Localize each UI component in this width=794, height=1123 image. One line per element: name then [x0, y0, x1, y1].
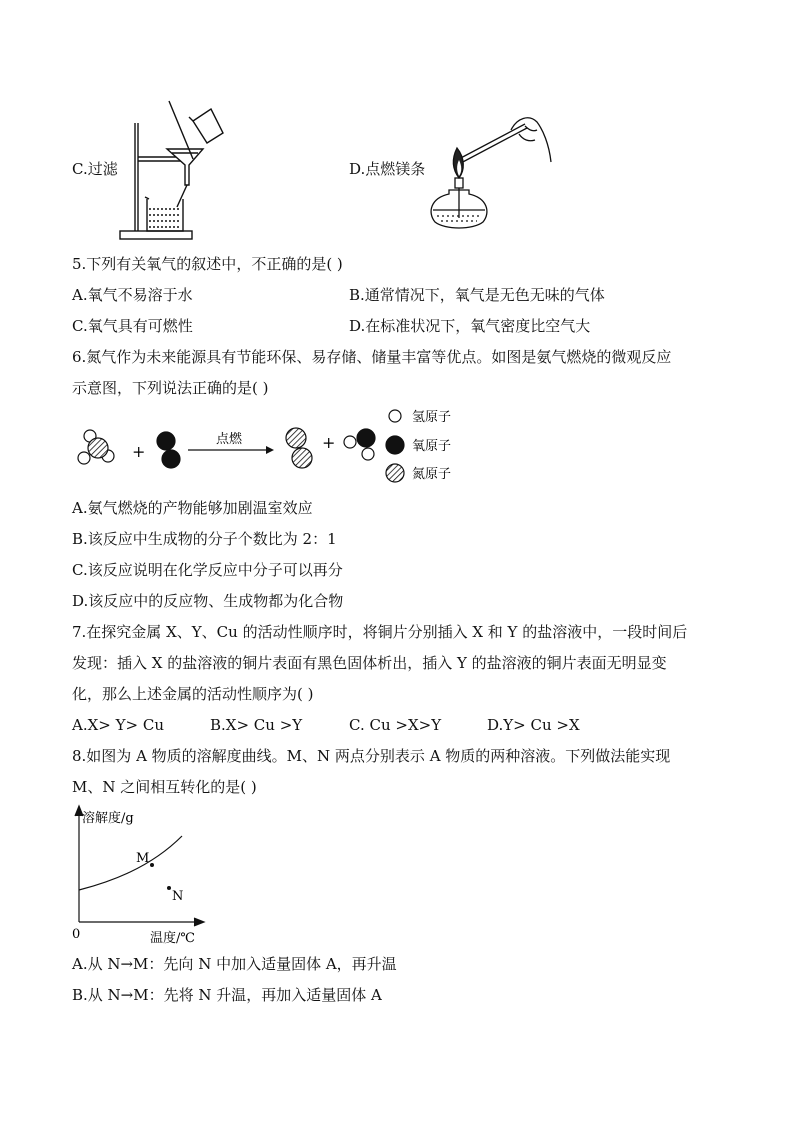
water-molecule [344, 429, 375, 460]
graph-point-m-label: M [136, 851, 150, 866]
reaction-condition-label: 点燃 [216, 432, 243, 447]
q5-stem: 5.下列有关氧气的叙述中，不正确的是( ) [72, 255, 343, 273]
solubility-curve-graph [70, 804, 220, 946]
q8-option-b: B.从 N→M：先将 N 升温，再加入适量固体 A [72, 986, 382, 1004]
q5-option-a: A.氧气不易溶于水 [72, 286, 193, 304]
q7-stem-line2: 发现：插入 X 的盐溶液的铜片表面有黑色固体析出，插入 Y 的盐溶液的铜片表面无明显变 [72, 654, 667, 672]
q8-stem-line1: 8.如图为 A 物质的溶解度曲线。M、N 两点分别表示 A 物质的两种溶液。下列做法能实现 [72, 747, 671, 765]
q5-option-d: D.在标准状况下，氧气密度比空气大 [349, 317, 591, 335]
plus-sign-2: + [322, 433, 336, 452]
q5-option-c: C.氧气具有可燃性 [72, 317, 193, 335]
q6-option-d: D.该反应中的反应物、生成物都为化合物 [72, 592, 344, 610]
q7-option-b: B.X> Cu >Y [210, 716, 303, 734]
q7-option-c: C. Cu >X>Y [349, 716, 442, 734]
q7-stem-line1: 7.在探究金属 X、Y、Cu 的活动性顺序时，将铜片分别插入 X 和 Y 的盐溶液中，一段时间后 [72, 623, 688, 641]
point-n [167, 886, 171, 890]
q6-option-c: C.该反应说明在化学反应中分子可以再分 [72, 561, 343, 579]
solubility-curve [79, 836, 182, 890]
q6-option-b: B.该反应中生成物的分子个数比为 2：1 [72, 530, 337, 548]
q8-option-a: A.从 N→M：先向 N 中加入适量固体 A，再升温 [72, 955, 397, 973]
nitrogen-molecule [286, 428, 312, 468]
q4-option-d: D.点燃镁条 [349, 160, 426, 178]
graph-x-label: 温度/℃ [150, 931, 195, 946]
legend-oxygen-icon [386, 436, 404, 454]
graph-point-n-label: N [172, 889, 184, 904]
graph-y-label: 溶解度/g [82, 811, 134, 826]
oxygen-molecule [157, 432, 180, 468]
filtration-apparatus-illustration [115, 95, 225, 245]
point-m [150, 863, 154, 867]
ammonia-molecule [78, 430, 114, 464]
q8-stem-line2: M、N 之间相互转化的是( ) [72, 778, 257, 796]
graph-origin-label: 0 [72, 927, 81, 942]
q6-stem-line2: 示意图，下列说法正确的是( ) [72, 379, 269, 397]
q7-option-d: D.Y> Cu >X [487, 716, 580, 734]
legend-nitrogen-label: 氮原子 [412, 467, 452, 482]
q7-stem-line3: 化，那么上述金属的活动性顺序为( ) [72, 685, 314, 703]
q5-option-b: B.通常情况下，氧气是无色无味的气体 [349, 286, 605, 304]
q7-option-a: A.X> Y> Cu [72, 716, 164, 734]
legend-oxygen-label: 氧原子 [412, 439, 452, 454]
reaction-micro-diagram [70, 402, 470, 488]
legend-nitrogen-icon [386, 464, 404, 482]
q4-option-c: C.过滤 [72, 160, 118, 178]
q6-stem-line1: 6.氮气作为未来能源具有节能环保、易存储、储量丰富等优点。如图是氨气燃烧的微观反应 [72, 348, 672, 366]
legend-hydrogen-icon [389, 410, 401, 422]
q6-option-a: A.氨气燃烧的产物能够加剧温室效应 [72, 499, 313, 517]
plus-sign-1: + [132, 442, 146, 461]
legend-hydrogen-label: 氢原子 [412, 410, 452, 425]
legend [386, 410, 404, 482]
burning-magnesium-illustration [425, 100, 555, 232]
